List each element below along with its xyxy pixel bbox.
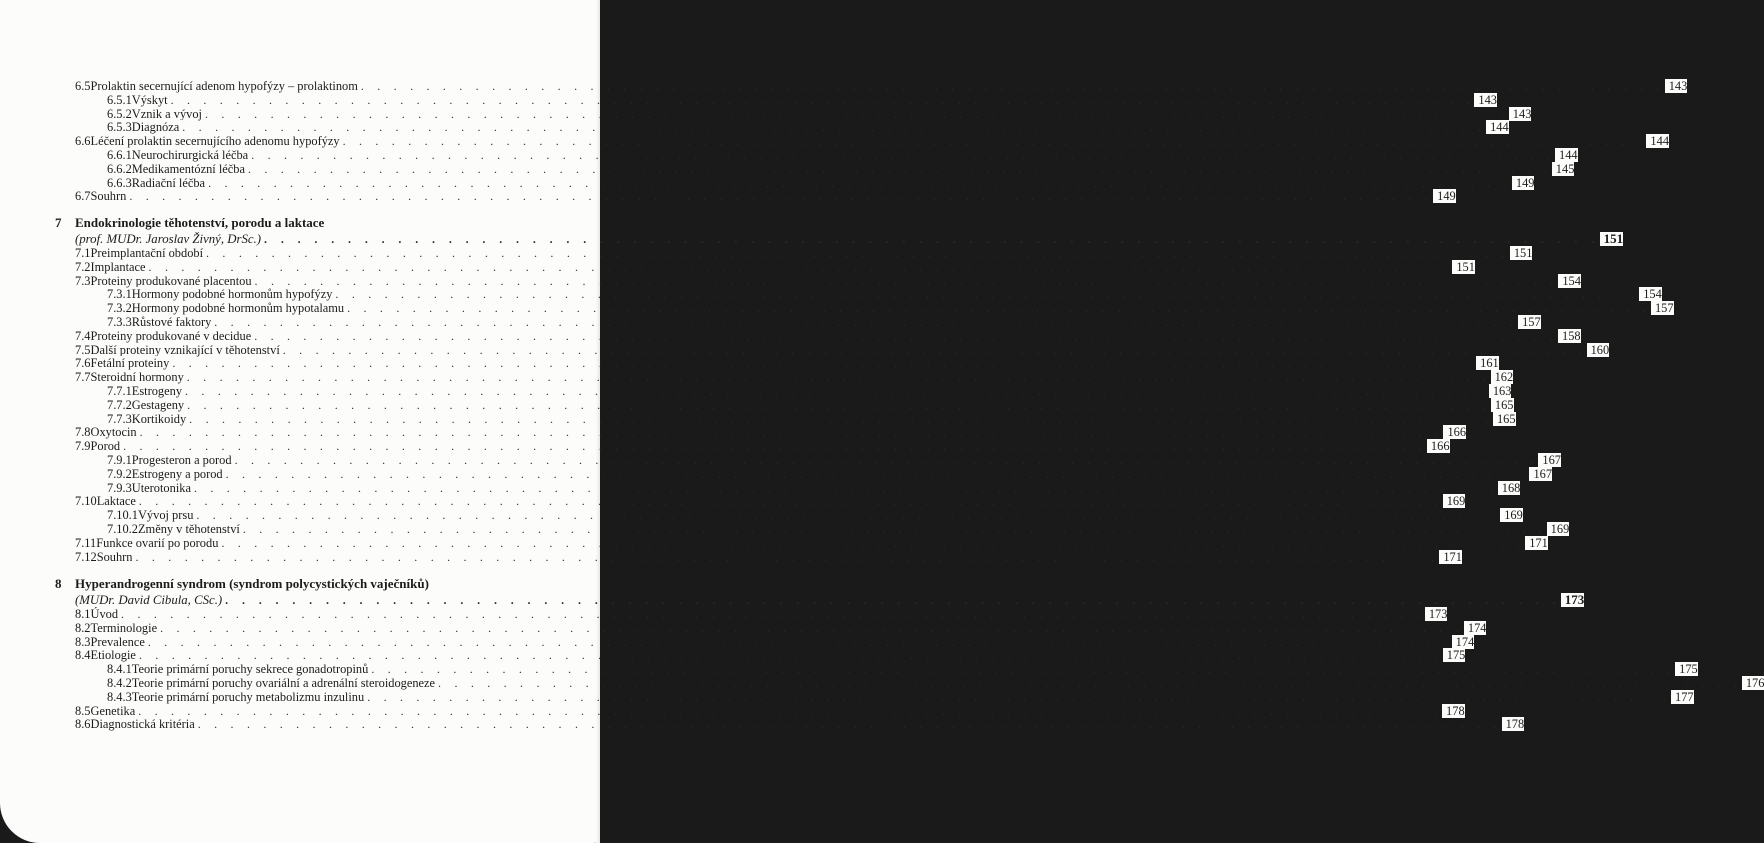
- entry-number: 7.9.2: [107, 466, 132, 481]
- entry-page-number: 169: [1500, 508, 1523, 522]
- dot-leader: . . . . . . . . . . . . . . . . . . . . . . . . . . . . . . . . . . . . . . . . . . . . . . . . . . . . . . . . . . . . . . . . . . . . . . . . . . . . . . . .: [196, 508, 1501, 523]
- entry-number: 7.10: [75, 494, 97, 509]
- entry-title: Proteiny produkované placentou: [91, 274, 255, 288]
- toc-entry[interactable]: [107, 508, 1523, 523]
- dot-leader: . . . . . . . . . . . . . . . . . . . . . . . . . . . . . . . . . . . . . . . . . . . . . . . . . . . . . . . . . . . . . . . . . . . . . . . . . . . . . . . .: [148, 259, 1453, 274]
- dot-leader: . . . . . . . . . . . . . . . . . . . . . . . . . . . . . . . . . . . . . . . . . . . . . . . . . . . . . . . . . . . . . . . . . . . . . . . . . . . . . . . .: [172, 356, 1477, 371]
- dot-leader: . . . . . . . . . . . . . . . . . . . . . . . . . . . . . . . . . . . . . . . . . . . . . . . . . . . . . . . . . . . . . . . . . . . . . . . . . . . . . . . .: [139, 425, 1444, 440]
- entry-title: Genetika: [91, 704, 139, 718]
- entry-title: Fetální proteiny: [91, 356, 173, 370]
- entry-page-number: 144: [1555, 148, 1578, 162]
- toc-entry[interactable]: [75, 356, 1499, 371]
- toc-entry[interactable]: [107, 662, 1698, 677]
- toc-entry[interactable]: [107, 452, 1561, 467]
- dot-leader: . . . . . . . . . . . . . . . . . . . . . . . . . . . . . . . . . . . . . . . . . . . . . . . . . . . . . . . . . . . . . . . . . . . . . . . . . . . . . . . .: [135, 549, 1440, 564]
- entry-title: Další proteiny vznikající v těhotenství: [91, 343, 283, 357]
- dot-leader: . . . . . . . . . . . . . . . . . . . . . . . . . . . . . . . . . . . . . . . . . . . . . . . . . . . . . . . . . . . . . . . . . . . . . . . . . . . . . . . .: [221, 535, 1526, 550]
- entry-title: Estrogeny: [132, 384, 185, 398]
- entry-title: Růstové faktory: [132, 315, 215, 329]
- toc-entry[interactable]: [107, 301, 1674, 316]
- entry-title: Teorie primární poruchy metabolizmu inzulinu: [132, 690, 367, 704]
- entry-page-number: 175: [1443, 648, 1466, 662]
- entry-number: 7.9.1: [107, 452, 132, 467]
- toc-entry[interactable]: [75, 703, 1465, 718]
- entry-page-number: 177: [1671, 690, 1694, 704]
- entry-page-number: 162: [1491, 370, 1514, 384]
- entry-number: 7.7: [75, 370, 91, 385]
- dot-leader: . . . . . . . . . . . . . . . . . . . . . . . . . . . . . . . . . . . . . . . . . . . . . . . . . . . . . . . . . . . . . . . . . . . . . . . . . . . . . . . .: [138, 703, 1443, 718]
- chapter-heading: [55, 576, 429, 592]
- dot-leader: . . . . . . . . . . . . . . . . . . . . . . . . . . . . . . . . . . . . . . . . . . . . . . . . . . . . . . . . . . . . . . . . . . . . . . . . . . . . . . . .: [335, 287, 1640, 302]
- entry-number: 8.4.2: [107, 675, 132, 690]
- toc-entry[interactable]: [107, 466, 1553, 481]
- toc-entry[interactable]: [107, 397, 1514, 412]
- entry-title: Neurochirurgická léčba: [132, 148, 251, 162]
- entry-page-number: 167: [1529, 467, 1552, 481]
- toc-entry[interactable]: [107, 314, 1541, 329]
- entry-number: 8.6: [75, 717, 91, 732]
- entry-number: 7.3: [75, 273, 91, 288]
- entry-page-number: 143: [1509, 107, 1532, 121]
- toc-entry[interactable]: [107, 120, 1509, 135]
- entry-page-number: 154: [1639, 287, 1662, 301]
- entry-title: Diagnostická kritéria: [91, 717, 198, 731]
- entry-title: Změny v těhotenství: [138, 522, 243, 536]
- dot-leader: . . . . . . . . . . . . . . . . . . . . . . . . . . . . . . . . . . . . . . . . . . . . . . . . . . . . . . . . . . . . . . . . . . . . . . . . . . . . . . . .: [208, 175, 1512, 190]
- entry-page-number: 171: [1439, 550, 1462, 564]
- dot-leader: . . . . . . . . . . . . . . . . . . . . . . . . . . . . . . . . . . . . . . . . . . . . . . . . . . . . . . . . . . . . . . . . . . . . . . . . . . . . . . . .: [225, 466, 1530, 481]
- chapter-title: Hyperandrogenní syndrom (syndrom polycystických vaječníků): [75, 576, 429, 591]
- entry-title: Teorie primární poruchy ovariální a adrenální steroidogeneze: [132, 676, 438, 690]
- entry-title: Hormony podobné hormonům hypofýzy: [132, 287, 336, 301]
- entry-page-number: 168: [1498, 481, 1521, 495]
- chapter-title: Endokrinologie těhotenství, porodu a laktace: [75, 215, 325, 230]
- entry-page-number: 165: [1491, 398, 1514, 412]
- entry-number: 6.6.1: [107, 148, 132, 162]
- entry-number: 8.3: [75, 634, 91, 649]
- toc-entry[interactable]: [107, 175, 1535, 190]
- entry-title: Souhrn: [91, 189, 130, 203]
- entry-page-number: 158: [1558, 329, 1581, 343]
- entry-title: Uterotonika: [132, 481, 194, 495]
- entry-title: Laktace: [97, 494, 139, 508]
- dot-leader: . . . . . . . . . . . . . . . . . . . . . . . . . . . . . . . . . . . . . . . . . . . . . . . . . . . . . . . . . . . . . . . . . . . . . . . . . . . . . . . .: [170, 92, 1475, 107]
- entry-title: Kortikoidy: [132, 412, 189, 426]
- entry-page-number: 144: [1486, 120, 1509, 134]
- toc-entry[interactable]: [75, 328, 1581, 343]
- entry-page-number: 143: [1474, 93, 1497, 107]
- toc-entry[interactable]: [75, 425, 1467, 440]
- dot-leader: . . . . . . . . . . . . . . . . . . . . . . . . . . . . . . . . . . . . . . . . . . . . . . . . . . . . . . . . . . . . . . . . . . . . . . . . . . . . . . . .: [254, 273, 1559, 288]
- entry-title: Funkce ovarií po porodu: [96, 536, 221, 550]
- dot-leader: . . . . . . . . . . . . . . . . . . . . . . . . . . . . . . . . . . . . . . . . . . . . . . . . . . . . . . . . . . . . . . . . . . . . . . . . . . . . . . . .: [254, 328, 1559, 343]
- entry-title: Úvod: [91, 607, 122, 621]
- entry-number: 7.11: [75, 535, 97, 550]
- entry-page-number: 143: [1665, 79, 1688, 93]
- toc-entry[interactable]: [75, 717, 1525, 732]
- dot-leader: . . . . . . . . . . . . . . . . . . . . . . . . . . . . . . . . . . . . . . . . . . . . . . . . . . . . . . . . . . . . . . . . . . . . . . . . . . . . . . . .: [182, 120, 1487, 135]
- toc-entry[interactable]: [75, 549, 1462, 564]
- dot-leader: . . . . . . . . . . . . . . . . . . . . . . . . . . . . . . . . . . . . . . . . . . . . . . . . . . . . . . . . . . . . . . . . . . . . . . . . . . . . . . . .: [282, 342, 1587, 357]
- entry-title: Vývoj prsu: [138, 508, 196, 522]
- toc-entry[interactable]: [75, 134, 1670, 149]
- dot-leader: . . . . . . . . . . . . . . . . . . . . . . . . . . . . . . . . . . . . . . . . . . . . . . . . . . . . . . . . . . . . . . . . . . . . . . . . . . . . . . . .: [367, 689, 1672, 704]
- entry-title: Teorie primární poruchy sekrece gonadotropinů: [132, 662, 372, 676]
- entry-number: 6.5: [75, 79, 91, 93]
- toc-entry[interactable]: [107, 689, 1694, 704]
- dot-leader: . . . . . . . . . . . . . . . . . . . . . . . . . . . . . . . . . . . . . . . . . . . . . . . . . . . . . . . . . . . . . . . . . . . . . . . . . . . . . . . .: [360, 79, 1665, 93]
- toc-entry[interactable]: [75, 189, 1456, 204]
- entry-page-number: 151: [1510, 246, 1533, 260]
- entry-page-number: 149: [1433, 189, 1456, 203]
- entry-title: Prevalence: [91, 635, 148, 649]
- chapter-number: 8: [55, 576, 62, 591]
- entry-page-number: 169: [1547, 522, 1570, 536]
- chapter-author-row[interactable]: [75, 230, 1624, 246]
- toc-entry[interactable]: [107, 287, 1662, 302]
- toc-entry[interactable]: [75, 79, 1688, 93]
- entry-page-number: 169: [1443, 494, 1466, 508]
- dot-leader: . . . . . . . . . . . . . . . . . . . . . . . . . . . . . . . . . . . . . . . . . . . . . . . . . . . . . . . . . . . . . . . . . . . . . . . . . . . . . . . .: [204, 106, 1509, 121]
- entry-number: 7.2: [75, 259, 91, 274]
- toc-entry[interactable]: [107, 161, 1575, 176]
- chapter-heading: [55, 215, 324, 231]
- toc-entry[interactable]: [107, 92, 1497, 107]
- entry-number: 8.4: [75, 648, 91, 663]
- entry-number: 6.5.2: [107, 106, 132, 121]
- entry-page-number: 178: [1442, 704, 1465, 718]
- entry-number: 7.5: [75, 342, 91, 357]
- entry-page-number: 174: [1464, 621, 1487, 635]
- entry-title: Terminologie: [91, 621, 161, 635]
- entry-number: 8.4.3: [107, 689, 132, 704]
- dot-leader: . . . . . . . . . . . . . . . . . . . . . . . . . . . . . . . . . . . . . . . . . . . . . . . . . . . . . . . . . . . . . . . . . . . . . . . . . . . . . . . .: [147, 634, 1452, 649]
- toc-entry[interactable]: [75, 342, 1610, 357]
- toc-entry[interactable]: [75, 273, 1581, 288]
- entry-number: 8.4.1: [107, 662, 132, 677]
- entry-page-number: 165: [1493, 412, 1516, 426]
- entry-number: 7.1: [75, 245, 91, 260]
- toc-entry[interactable]: [75, 620, 1487, 635]
- entry-page-number: 167: [1538, 453, 1561, 467]
- entry-number: 7.3.2: [107, 301, 132, 316]
- entry-number: 7.8: [75, 425, 91, 440]
- entry-title: Gestageny: [132, 398, 187, 412]
- dot-leader: . . . . . . . . . . . . . . . . . . . . . . . . . . . . . . . . . . . . . . . . . . . . . . . . . . . . . . . . . . . . . . . . . . . . . . . . . . . . . . . .: [234, 452, 1539, 467]
- entry-number: 7.10.1: [107, 508, 138, 523]
- entry-number: 6.6.2: [107, 161, 132, 176]
- toc-entry[interactable]: [107, 383, 1512, 398]
- toc-entry[interactable]: [107, 675, 1764, 690]
- chapter-page-number: 173: [1561, 593, 1585, 607]
- entry-title: Prolaktin secernující adenom hypofýzy – prolaktinom: [91, 79, 361, 93]
- entry-title: Hormony podobné hormonům hypotalamu: [132, 301, 347, 315]
- entry-title: Diagnóza: [132, 120, 182, 134]
- toc-entry[interactable]: [107, 106, 1532, 121]
- dot-leader: . . . . . . . . . . . . . . . . . . . . . . . . . . . . . . . . . . . . . . . . . . . . . . . . . . . . . . . . . . . . . . . . . . . . . . . . . . . . . . . .: [347, 301, 1651, 316]
- entry-title: Medikamentózní léčba: [132, 162, 248, 176]
- dot-leader: . . . . . . . . . . . . . . . . . . . . . . . . . . . . . . . . . . . . . . . . . . . . . . . . . . . . . . . . . . . . . . . . . . . . . . . . . . . . . . . .: [247, 161, 1552, 176]
- dot-leader: . . . . . . . . . . . . . . . . . . . . . . . . . . . . . . . . . . . . . . . . . . . . . . . . . . . . . . . . . . . . . . . . . . . . . . . . . . . . . . . .: [186, 370, 1491, 385]
- dot-leader: . . . . . . . . . . . . . . . . . . . . . . . . . . . . . . . . . . . . . . . . . . . . . . . . . . . . . . . . . . . . . . . . . . . . . . . . . . . . . . . .: [189, 411, 1493, 426]
- entry-title: Souhrn: [97, 550, 136, 564]
- entry-title: Progesteron a porod: [132, 453, 235, 467]
- entry-number: 7.9.3: [107, 480, 132, 495]
- entry-page-number: 166: [1443, 425, 1466, 439]
- entry-page-number: 163: [1489, 384, 1512, 398]
- chapter-author: (MUDr. David Cibula, CSc.): [75, 593, 225, 607]
- entry-number: 7.7.1: [107, 383, 132, 398]
- dot-leader: . . . . . . . . . . . . . . . . . . . . . . . . . . . . . . . . . . . . . . . . . . . . . . . . . . . . . . . . . . . . . . . . . . . . . . . . . . . . . . . .: [138, 494, 1443, 509]
- entry-number: 6.5.3: [107, 120, 132, 135]
- toc-entry[interactable]: [75, 606, 1448, 621]
- toc-entry[interactable]: [75, 439, 1450, 454]
- entry-number: 7.10.2: [107, 521, 138, 536]
- chapter-author-row[interactable]: [75, 591, 1585, 607]
- entry-number: 6.6.3: [107, 175, 132, 190]
- entry-page-number: 161: [1476, 356, 1499, 370]
- entry-page-number: 145: [1552, 162, 1575, 176]
- entry-page-number: 171: [1525, 536, 1548, 550]
- dot-leader: . . . . . . . . . . . . . . . . . . . . . . . . . . . . . . . . . . . . . . . . . . . . . . . . . . . . . . . . . . . . . . . . . . . . . . . . . . . . . . . .: [187, 397, 1491, 412]
- entry-number: 6.5.1: [107, 92, 132, 107]
- toc-entry[interactable]: [107, 480, 1521, 495]
- dot-leader: . . . . . . . . . . . . . . . . . . . . . . . . . . . . . . . . . . . . . . . . . . . . . . . . . . . . . . . . . . . . . . . . . . . . . . . . . . . . . . . .: [121, 606, 1425, 621]
- toc-entry[interactable]: [107, 148, 1578, 162]
- dot-leader: . . . . . . . . . . . . . . . . . . . . . . . . . . . . . . . . . . . . . . . . . . . . . . . . . . . . . . . . . . . . . . . . . . . . . . . . . . . . . . . .: [138, 648, 1443, 663]
- entry-number: 6.7: [75, 189, 91, 204]
- toc-entry[interactable]: [107, 411, 1516, 426]
- entry-page-number: 144: [1646, 134, 1669, 148]
- entry-page-number: 178: [1502, 717, 1525, 731]
- toc-entry[interactable]: [75, 648, 1466, 663]
- dot-leader: . . . . . . . . . . . . . . . . . . . . . . . . . . . . . . . . . . . . . . . . . . . . . . . . . . . . . . . . . . . . . . . . . . . . . . . . . . . . . . . .: [193, 480, 1498, 495]
- entry-number: 7.9: [75, 439, 91, 454]
- chapter-author: (prof. MUDr. Jaroslav Živný, DrSc.): [75, 232, 264, 246]
- toc-entry[interactable]: [107, 521, 1570, 536]
- entry-number: 8.1: [75, 606, 91, 621]
- entry-title: Steroidní hormony: [91, 370, 187, 384]
- entry-number: 7.12: [75, 549, 97, 564]
- entry-title: Oxytocin: [91, 425, 140, 439]
- entry-number: 8.2: [75, 620, 91, 635]
- entry-page-number: 176: [1742, 676, 1764, 690]
- entry-page-number: 175: [1675, 662, 1698, 676]
- entry-title: Proteiny produkované v decidue: [91, 329, 255, 343]
- entry-page-number: 157: [1518, 315, 1541, 329]
- entry-page-number: 154: [1558, 274, 1581, 288]
- dot-leader: . . . . . . . . . . . . . . . . . . . . . . . . . . . . . . . . . . . . . . . . . . . . . . . . . . . . . . . . . . . . . . . . . . . . . . . . . . . . . . . .: [123, 439, 1427, 454]
- toc-entry[interactable]: [75, 245, 1533, 260]
- entry-page-number: 174: [1452, 635, 1475, 649]
- entry-number: 7.3.1: [107, 287, 132, 302]
- dot-leader: . . . . . . . . . . . . . . . . . . . . . . . . . . . . . . . . . . . . . . . . . . . . . . . . . . . . . . . . . . . . . . . . . . . . . . . . . . . . . . . .: [342, 134, 1647, 149]
- entry-title: Preimplantační období: [91, 246, 207, 260]
- toc-entry[interactable]: [75, 535, 1548, 550]
- entry-title: Vznik a vývoj: [132, 107, 205, 121]
- entry-page-number: 160: [1587, 343, 1610, 357]
- entry-page-number: 149: [1512, 176, 1535, 190]
- entry-title: Výskyt: [132, 93, 171, 107]
- entry-number: 6.6: [75, 134, 91, 149]
- dot-leader: . . . . . . . . . . . . . . . . . . . . . . . . . . . . . . . . . . . . . . . . . . . . . . . . . . . . . . . . . . . . . . . . . . . . . . . . . . . . . . . .: [264, 231, 1600, 246]
- entry-title: Estrogeny a porod: [132, 467, 226, 481]
- entry-number: 7.3.3: [107, 314, 132, 329]
- entry-number: 7.6: [75, 356, 91, 371]
- dot-leader: . . . . . . . . . . . . . . . . . . . . . . . . . . . . . . . . . . . . . . . . . . . . . . . . . . . . . . . . . . . . . . . . . . . . . . . . . . . . . . . .: [214, 314, 1519, 329]
- dot-leader: . . . . . . . . . . . . . . . . . . . . . . . . . . . . . . . . . . . . . . . . . . . . . . . . . . . . . . . . . . . . . . . . . . . . . . . . . . . . . . . .: [242, 521, 1547, 536]
- entry-title: Léčení prolaktin secernujícího adenomu hypofýzy: [91, 134, 343, 148]
- entry-title: Porod: [91, 439, 124, 453]
- dot-leader: . . . . . . . . . . . . . . . . . . . . . . . . . . . . . . . . . . . . . . . . . . . . . . . . . . . . . . . . . . . . . . . . . . . . . . . . . . . . . . . .: [197, 717, 1502, 732]
- entry-page-number: 157: [1651, 301, 1674, 315]
- dot-leader: . . . . . . . . . . . . . . . . . . . . . . . . . . . . . . . . . . . . . . . . . . . . . . . . . . . . . . . . . . . . . . . . . . . . . . . . . . . . . . . .: [251, 148, 1555, 162]
- toc-entry[interactable]: [75, 634, 1475, 649]
- chapter-page-number: 151: [1600, 232, 1624, 246]
- entry-page-number: 173: [1425, 607, 1448, 621]
- entry-number: 7.7.3: [107, 411, 132, 426]
- dot-leader: . . . . . . . . . . . . . . . . . . . . . . . . . . . . . . . . . . . . . . . . . . . . . . . . . . . . . . . . . . . . . . . . . . . . . . . . . . . . . . . .: [185, 383, 1489, 398]
- entry-title: Radiační léčba: [132, 176, 208, 190]
- entry-title: Implantace: [91, 260, 149, 274]
- dot-leader: . . . . . . . . . . . . . . . . . . . . . . . . . . . . . . . . . . . . . . . . . . . . . . . . . . . . . . . . . . . . . . . . . . . . . . . . . . . . . . . .: [206, 245, 1510, 260]
- toc-entry[interactable]: [75, 370, 1514, 385]
- toc-entry[interactable]: [75, 259, 1475, 274]
- dot-leader: . . . . . . . . . . . . . . . . . . . . . . . . . . . . . . . . . . . . . . . . . . . . . . . . . . . . . . . . . . . . . . . . . . . . . . . . . . . . . . . .: [129, 189, 1434, 204]
- dot-leader: . . . . . . . . . . . . . . . . . . . . . . . . . . . . . . . . . . . . . . . . . . . . . . . . . . . . . . . . . . . . . . . . . . . . . . . . . . . . . . . .: [438, 675, 1742, 690]
- entry-page-number: 166: [1427, 439, 1450, 453]
- toc-entry[interactable]: [75, 494, 1466, 509]
- dot-leader: . . . . . . . . . . . . . . . . . . . . . . . . . . . . . . . . . . . . . . . . . . . . . . . . . . . . . . . . . . . . . . . . . . . . . . . . . . . . . . . .: [225, 592, 1561, 607]
- dot-leader: . . . . . . . . . . . . . . . . . . . . . . . . . . . . . . . . . . . . . . . . . . . . . . . . . . . . . . . . . . . . . . . . . . . . . . . . . . . . . . . .: [371, 662, 1676, 677]
- entry-number: 7.7.2: [107, 397, 132, 412]
- entry-number: 8.5: [75, 703, 91, 718]
- entry-number: 7.4: [75, 328, 91, 343]
- entry-page-number: 151: [1452, 260, 1475, 274]
- dot-leader: . . . . . . . . . . . . . . . . . . . . . . . . . . . . . . . . . . . . . . . . . . . . . . . . . . . . . . . . . . . . . . . . . . . . . . . . . . . . . . . .: [160, 620, 1464, 635]
- chapter-number: 7: [55, 215, 62, 230]
- entry-title: Etiologie: [91, 648, 139, 662]
